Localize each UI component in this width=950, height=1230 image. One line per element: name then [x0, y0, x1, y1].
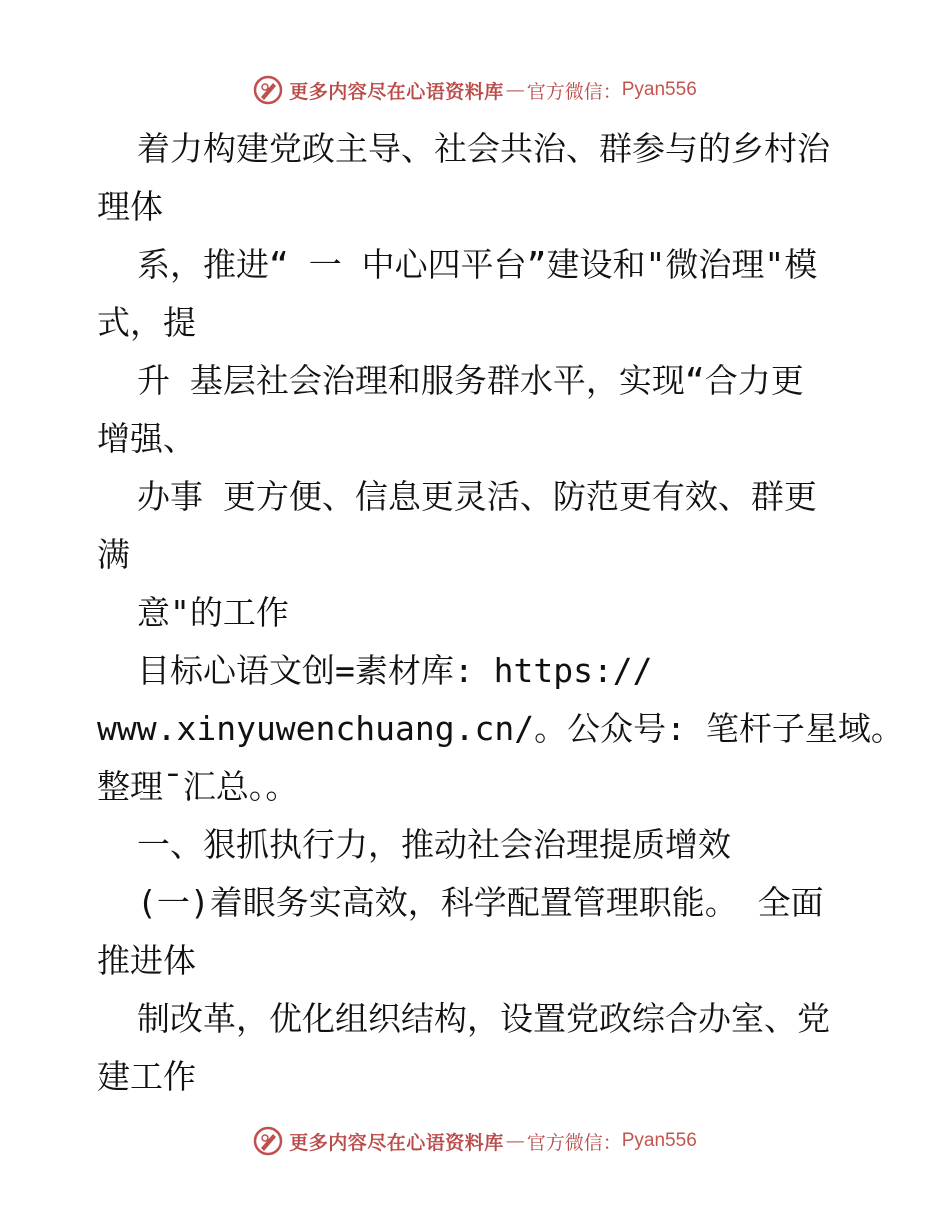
header-banner	[0, 70, 950, 110]
banner-account: Pyan556	[621, 79, 697, 100]
body-line: 建工作	[97, 1057, 196, 1096]
body-line: (一)着眼务实高效，科学配置管理职能。 全面	[137, 883, 824, 922]
banner-dash: —	[505, 1130, 525, 1152]
body-line: 升 基层社会治理和服务群水平，实现“合力更	[137, 361, 804, 400]
banner-text: 更多内容尽在心语资料库	[289, 80, 504, 103]
body-line: 制改革，优化组织结构，设置党政综合办室、党	[137, 999, 830, 1038]
body-line: 理体	[97, 187, 163, 226]
body-line: 增强、	[97, 419, 196, 458]
body-line: www.xinyuwenchuang.cn/。公众号: 笔杆子星域。	[97, 709, 904, 748]
banner-account: Pyan556	[621, 1130, 697, 1151]
banner-wechat-label: 官方微信：	[526, 1131, 622, 1154]
body-line: 办事 更方便、信息更灵活、防范更有效、群更	[137, 477, 817, 516]
section-heading: 一、狠抓执行力，推动社会治理提质增效	[137, 825, 731, 864]
body-line: 满	[97, 535, 130, 574]
body-line: 意"的工作	[137, 593, 289, 632]
body-line: 着力构建党政主导、社会共治、群参与的乡村治	[137, 129, 830, 168]
body-line: 整理¯汇总。。	[97, 767, 299, 806]
body-line: 系，推进“ 一 中心四平台”建设和"微治理"模	[137, 245, 818, 284]
pen-logo-icon	[253, 1126, 283, 1156]
footer-banner	[0, 1121, 950, 1161]
pen-logo-icon	[253, 75, 283, 105]
banner-wechat-label: 官方微信：	[526, 80, 622, 103]
body-line: 目标心语文创=素材库: https://	[137, 651, 653, 690]
banner-dash: —	[505, 79, 525, 101]
body-line: 式，提	[97, 303, 196, 342]
banner-text: 更多内容尽在心语资料库	[289, 1131, 504, 1154]
body-line: 推进体	[97, 941, 196, 980]
